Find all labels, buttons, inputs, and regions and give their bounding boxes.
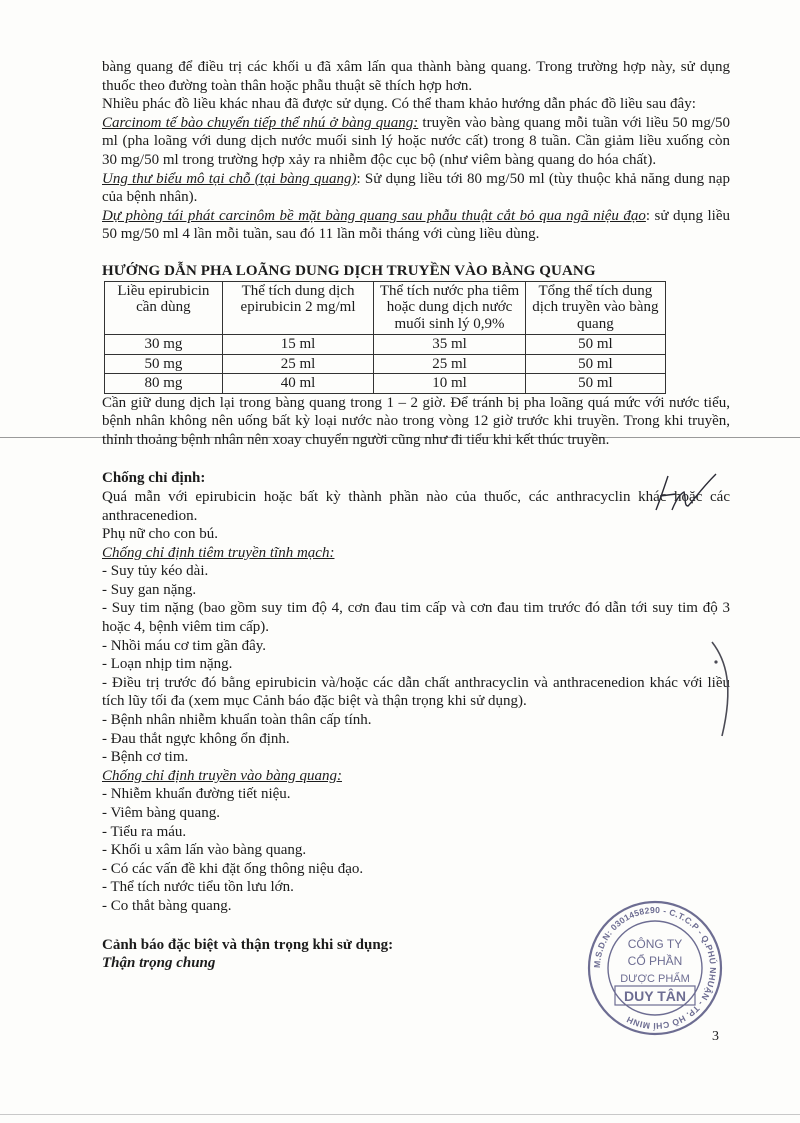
table-cell: 50 ml (525, 374, 665, 394)
table-cell: 25 ml (374, 354, 525, 374)
table-row (105, 335, 666, 355)
dosage-item-2-text: : Sử dụng liều tới 80 mg/50 ml (tùy thuộc khả năng dung nạp của bệnh nhân). (102, 170, 730, 206)
list-item: - Bệnh nhân nhiễm khuẩn toàn thân cấp tính. (102, 712, 372, 729)
table-row (105, 354, 666, 374)
table-cell: 35 ml (374, 335, 525, 355)
stamp-ring-text: M.S.D.N: 0301458290 - C.T.C.P - Q.PHÚ NHUẬN - TP. HỒ CHÍ MINH (591, 904, 719, 1032)
stamp-line-2: CỔ PHẦN (627, 954, 683, 968)
dosage-item-1-text: truyền vào bàng quang mỗi tuần với liều 50 mg/50 ml (pha loãng với dung dịch nước muối sinh lý hoặc nước cất) trong 8 tuần. Cần giảm liều xuống còn 30 mg/50 ml trong trường hợp xảy ra nhiễm độc cục bộ (như viêm bàng quang do hóa chất). (102, 114, 731, 168)
list-item: - Tiểu ra máu. (102, 823, 187, 840)
table-cell: 25 ml (222, 354, 373, 374)
dosage-item-3 (102, 207, 730, 244)
signature-mark (650, 470, 720, 516)
dosage-item-1-label: Carcinom tế bào chuyển tiếp thể nhú ở bàng quang: (102, 114, 419, 131)
list-item: - Nhiễm khuẩn đường tiết niệu. (102, 786, 291, 803)
table-cell: 40 ml (222, 374, 373, 394)
iv-contraindications-heading: Chống chỉ định tiêm truyền tĩnh mạch: (102, 544, 335, 561)
scan-line-bottom (0, 1114, 800, 1115)
svg-text:M.S.D.N: 0301458290 - C.T.C.P (592, 905, 719, 1031)
page-number: 3 (712, 1029, 719, 1044)
dosage-item-3-text: : sử dụng liều 50 mg/50 ml 4 lần mỗi tuần, sau đó 11 lần mỗi tháng với cùng liều dùng. (102, 207, 730, 243)
dosage-item-1 (102, 114, 730, 170)
warnings-subheading: Thận trọng chung (102, 955, 216, 972)
company-stamp (585, 898, 725, 1038)
intro-paragraph-1: bàng quang để điều trị các khối u đã xâm lấn qua thành bàng quang. Trong trường hợp này, sử dụng thuốc theo đường toàn thân hoặc phẫu thuật sẽ thích hợp hơn. (102, 59, 730, 94)
dilution-heading: HƯỚNG DẪN PHA LOÃNG DUNG DỊCH TRUYỀN VÀO BÀNG QUANG (102, 262, 596, 279)
intro-paragraph-2: Nhiều phác đồ liều khác nhau đã được sử dụng. Có thể tham khảo hướng dẫn phác đồ liều sau đây: (102, 96, 696, 113)
table-row (105, 374, 666, 394)
list-item: - Thể tích nước tiểu tồn lưu lớn. (102, 879, 294, 896)
list-item: - Bệnh cơ tim. (102, 749, 189, 766)
edge-mark (700, 640, 740, 740)
dosage-item-2 (102, 170, 730, 207)
stamp-line-1: CÔNG TY (627, 937, 683, 951)
header-epirubicin-volume: Thể tích dung dịch epirubicin 2 mg/ml (222, 281, 373, 335)
contraindications-paragraph-2: Phụ nữ cho con bú. (102, 526, 219, 543)
header-total-volume: Tổng thể tích dung dịch truyền vào bàng quang (525, 281, 665, 335)
list-item: - Suy tim nặng (bao gồm suy tim độ 4, cơn đau tim cấp và cơn đau tim trước đó dẫn tới suy tim độ 3 hoặc 4, bệnh viêm tim cấp). (102, 600, 730, 636)
table-cell: 10 ml (374, 374, 525, 394)
contraindications-paragraph-1: Quá mẫn với epirubicin hoặc bất kỳ thành phần nào của thuốc, các anthracyclin khác hoặc các anthracenedion. (102, 488, 730, 524)
list-item: - Loạn nhịp tim nặng. (102, 656, 233, 673)
list-item: - Điều trị trước đó bằng epirubicin và/hoặc các dẫn chất anthracyclin và anthracenedion khác với liều tích lũy tối đa (xem mục Cảnh báo đặc biệt và thận trọng khi sử dụng). (102, 674, 730, 710)
iv-contraindications-list (102, 562, 730, 767)
list-item: - Co thắt bàng quang. (102, 897, 232, 914)
header-diluent-volume: Thể tích nước pha tiêm hoặc dung dịch nước muối sinh lý 0,9% (374, 281, 525, 335)
dilution-table-header (105, 281, 666, 335)
stamp-line-4: DUY TÂN (624, 988, 686, 1004)
dosage-item-2-label: Ung thư biểu mô tại chỗ (tại bàng quang) (102, 170, 357, 187)
list-item: - Có các vấn đề khi đặt ống thông niệu đạo. (102, 860, 364, 877)
table-cell: 50 mg (105, 354, 223, 374)
table-cell: 50 ml (525, 354, 665, 374)
dilution-note: Cần giữ dung dịch lại trong bàng quang trong 1 – 2 giờ. Để tránh bị pha loãng quá mức với nước tiểu, bệnh nhân không nên uống bất kỳ loại nước nào trong vòng 12 giờ trước khi truyền. Trong khi truyền, thỉnh thoảng bệnh nhân nên xoay chuyển người cũng như đi tiểu khi kết thúc truyền. (102, 394, 730, 448)
table-cell: 50 ml (525, 335, 665, 355)
bladder-contraindications-list (102, 785, 730, 915)
header-dose: Liều epirubicin cần dùng (105, 281, 223, 335)
dosage-item-3-label: Dự phòng tái phát carcinôm bề mặt bàng quang sau phẫu thuật cắt bỏ qua ngã niệu đạo (102, 207, 646, 224)
list-item: - Suy gan nặng. (102, 581, 197, 598)
contraindications-heading: Chống chỉ định: (102, 470, 206, 487)
list-item: - Khối u xâm lấn vào bàng quang. (102, 842, 307, 859)
list-item: - Đau thắt ngực không ổn định. (102, 730, 290, 747)
list-item: - Nhồi máu cơ tim gần đây. (102, 637, 267, 654)
document-body (102, 58, 730, 973)
list-item: - Suy tủy kéo dài. (102, 563, 209, 580)
table-cell: 80 mg (105, 374, 223, 394)
dilution-table (104, 281, 666, 394)
warnings-heading: Cảnh báo đặc biệt và thận trọng khi sử dụng: (102, 936, 394, 953)
stamp-line-3: DƯỢC PHẨM (620, 973, 690, 985)
table-cell: 30 mg (105, 335, 223, 355)
list-item: - Viêm bàng quang. (102, 805, 220, 821)
bladder-contraindications-heading: Chống chỉ định truyền vào bàng quang: (102, 767, 342, 784)
table-cell: 15 ml (222, 335, 373, 355)
